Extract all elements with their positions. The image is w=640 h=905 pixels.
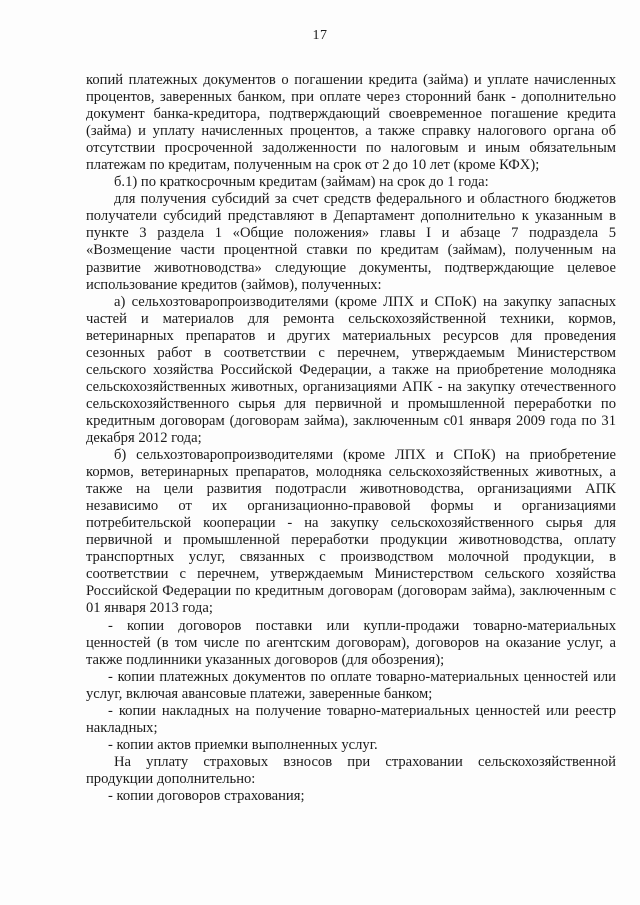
paragraph-continuation: копий платежных документов о погашении кредита (займа) и уплате начисленных процентов, заверенных банком, при оплате через сторонний банк - дополнительно документ банка-кредитора, подтверждающий своевременное погашение кредита (займа) и уплату начисленных процентов, а также справку налогового органа об отсутствии просроченной задолженности по налоговым и иным обязательным платежам по кредитам, полученным на срок от 2 до 10 лет (кроме КФХ); — [86, 72, 616, 174]
list-item-contracts: - копии договоров поставки или купли-продажи товарно-материальных ценностей (в том числе по агентским договорам), договоров на оказание услуг, а также подлинники указанных договоров (для обозрения); — [86, 617, 616, 668]
page-number: 17 — [312, 28, 328, 43]
paragraph-section-heading: б.1) по краткосрочным кредитам (займам) на срок до 1 года: — [114, 174, 489, 191]
list-item-acceptance-acts: - копии актов приемки выполненных услуг. — [108, 736, 378, 753]
paragraph-item-b: б) сельхозтоваропроизводителями (кроме ЛПХ и СПоК) на приобретение кормов, ветеринарных препаратов, молодняка сельскохозяйственных животных, а также на цели развития подотрасли животноводства, организациями АПК независимо от их организационно-правовой формы и организациями потребительской кооперации - на закупку сельскохозяйственного сырья для первичной и промышленной переработки продукции животноводства, оплату транспортных услуг, связанных с производством молочной продукции, в соответствии с перечнем, утверждаемым Министерством сельского хозяйства Российской Федерации по кредитным договорам (договорам займа), заключенным с 01 января 2013 года; — [86, 447, 616, 617]
document-body — [86, 72, 616, 805]
paragraph-subsidy-conditions: для получения субсидий за счет средств федерального и областного бюджетов получатели субсидий представляют в Департамент дополнительно к указанным в пункте 3 раздела 1 «Общие положения» главы I и абзаце 7 подраздела 5 «Возмещение части процентной ставки по кредитам (займам), полученным на развитие животноводства» следующие документы, подтверждающие целевое использование кредитов (займов), полученных: — [86, 191, 616, 293]
paragraph-insurance: На уплату страховых взносов при страховании сельскохозяйственной продукции дополнительно: — [86, 753, 616, 787]
list-item-insurance-contracts: - копии договоров страхования; — [108, 787, 305, 804]
paragraph-item-a: а) сельхозтоваропроизводителями (кроме ЛПХ и СПоК) на закупку запасных частей и материалов для ремонта сельскохозяйственной техники, кормов, ветеринарных препаратов и других материальных ресурсов для проведения сезонных работ в соответствии с перечнем, утверждаемым Министерством сельского хозяйства Российской Федерации, а также на приобретение молодняка сельскохозяйственных животных, организациями АПК - на закупку отечественного сельскохозяйственного сырья для первичной и промышленной переработки по кредитным договорам (договорам займа), заключенным с01 января 2009 года по 31 декабря 2012 года; — [86, 293, 616, 446]
list-item-payment-documents: - копии платежных документов по оплате товарно-материальных ценностей или услуг, включая авансовые платежи, заверенные банком; — [86, 668, 616, 702]
list-item-invoices: - копии накладных на получение товарно-материальных ценностей или реестр накладных; — [86, 702, 616, 736]
